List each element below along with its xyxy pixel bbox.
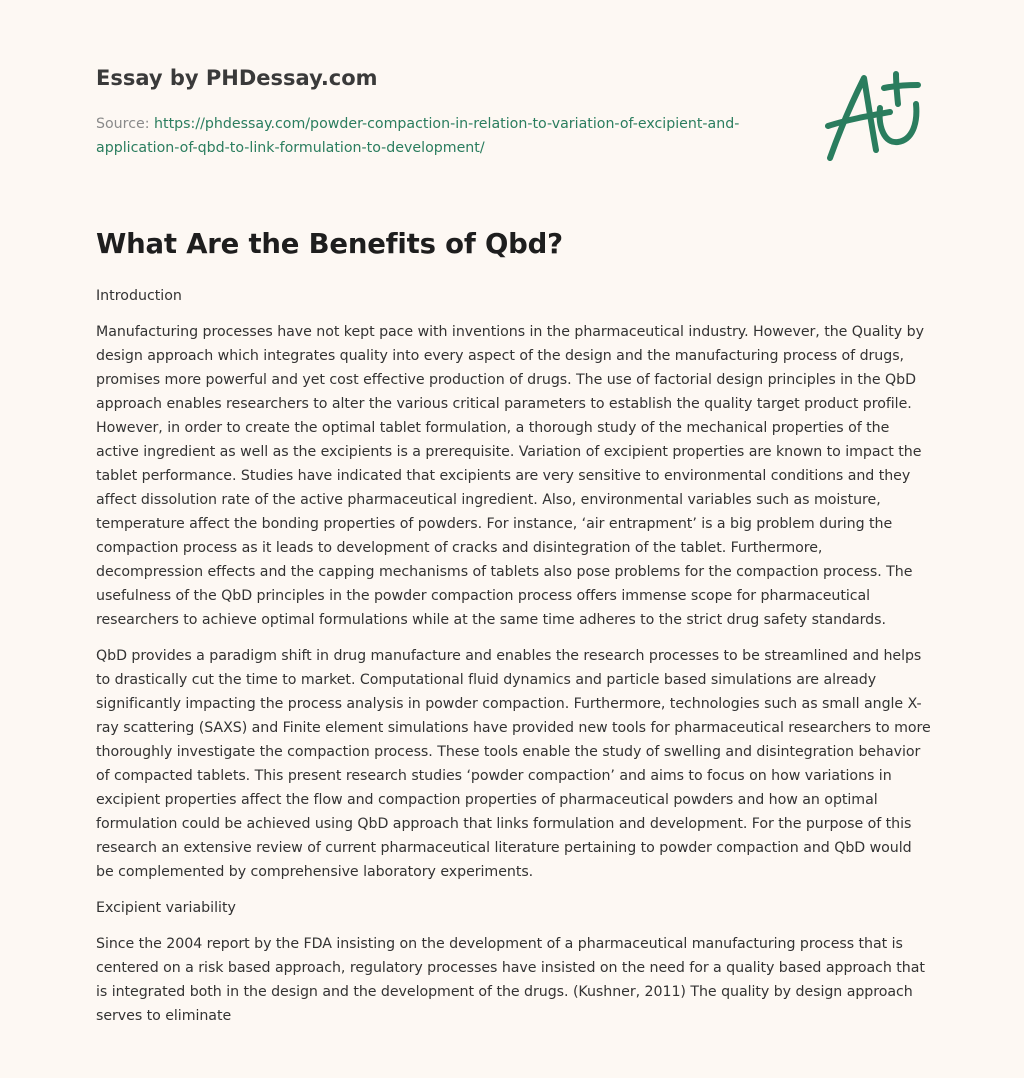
section-heading: Introduction xyxy=(96,288,182,304)
source-link[interactable]: https://phdessay.com/powder-compaction-in-relation-to-variation-of-excipient-and-application-of-qbd-to-link-formulation-to-development/ xyxy=(96,116,740,156)
source-label: Source: xyxy=(96,116,155,132)
paragraph: QbD provides a paradigm shift in drug manufacture and enables the research processes to be streamlined and helps to drastically cut the time to market. Computational fluid dynamics and particle based simulations are already significantly impacting the process analysis in powder compaction. Furthermore, technologies such as small angle X-ray scattering (SAXS) and Finite element simulations have provided new tools for pharmaceutical researchers to more thoroughly investigate the compaction process. These tools enable the study of swelling and disintegration behavior of compacted tablets. This present research studies ‘powder compaction’ and aims to focus on how variations in excipient properties affect the flow and compaction properties of pharmaceutical powders and how an optimal formulation could be achieved using QbD approach that links formulation and development. For the purpose of this research an extensive review of current pharmaceutical literature pertaining to powder compaction and QbD would be complemented by comprehensive laboratory experiments. xyxy=(96,648,931,880)
paragraph: Manufacturing processes have not kept pace with inventions in the pharmaceutical industry. However, the Quality by design approach which integrates quality into every aspect of the design and the manufacturing process of drugs, promises more powerful and yet cost effective production of drugs. The use of factorial design principles in the QbD approach enables researchers to alter the various critical parameters to establish the quality target product profile. However, in order to create the optimal tablet formulation, a thorough study of the mechanical properties of the active ingredient as well as the excipients is a prerequisite. Variation of excipient properties are known to impact the tablet performance. Studies have indicated that excipients are very sensitive to environmental conditions and they affect dissolution rate of the active pharmaceutical ingredient. Also, environmental variables such as moisture, temperature affect the bonding properties of powders. For instance, ‘air entrapment’ is a big problem during the compaction process as it leads to development of cracks and disintegration of the tablet. Furthermore, decompression effects and the capping mechanisms of tablets also pose problems for the compaction process. The usefulness of the QbD principles in the powder compaction process offers immense scope for pharmaceutical researchers to achieve optimal formulations while at the same time adheres to the strict drug safety standards. xyxy=(96,324,924,628)
paragraph: Since the 2004 report by the FDA insisting on the development of a pharmaceutical manufacturing process that is centered on a risk based approach, regulatory processes have insisted on the need for a quality based approach that is integrated both in the design and the development of the drugs. (Kushner, 2011) The quality by design approach serves to eliminate xyxy=(96,936,925,1024)
a-plus-grade-icon xyxy=(818,68,930,164)
article-body xyxy=(96,284,932,1040)
header xyxy=(96,64,796,160)
site-brand: Essay by PHDessay.com xyxy=(96,66,378,90)
source-line xyxy=(96,112,796,160)
section-heading: Excipient variability xyxy=(96,900,236,916)
article-title: What Are the Benefits of Qbd? xyxy=(96,228,563,260)
